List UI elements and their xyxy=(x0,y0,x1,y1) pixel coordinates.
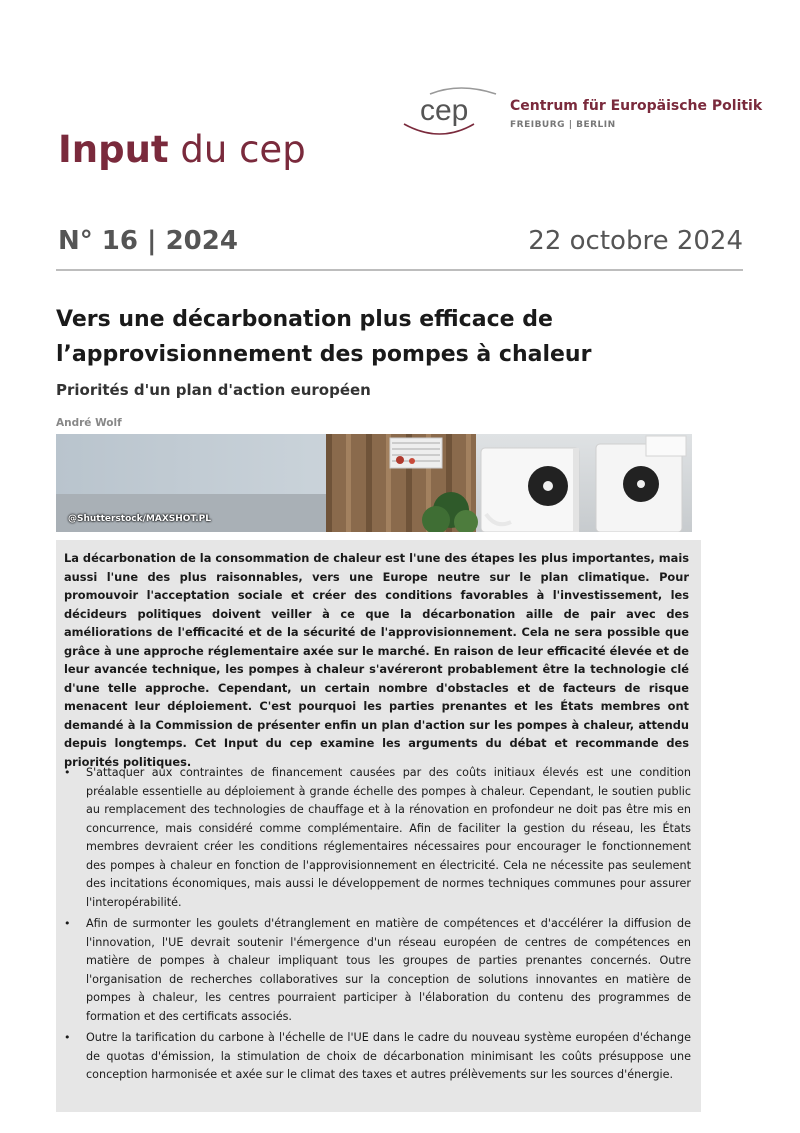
bullet-icon: • xyxy=(64,917,71,930)
key-points-list xyxy=(64,764,691,1088)
cep-logo xyxy=(400,84,763,140)
list-item-text: Outre la tarification du carbone à l'échelle de l'UE dans le cadre du nouveau système européen d'échange de quotas d'émission, la stimulation de choix de décarbonation minimisant les coûts présuppose une conception harmonisée et axée sur le climat des taxes et autres prélèvements sur les sources d'énergie. xyxy=(86,1031,691,1081)
list-item-text: Afin de surmonter les goulets d'étranglement en matière de compétences et d'accélérer la diffusion de l'innovation, l'UE devrait soutenir l'émergence d'un réseau européen de centres de compétences en matière de pompes à chaleur impliquant tous les groupes de parties prenantes concernés. Outre l'organisation de recherches collaboratives sur la conception de solutions innovantes en matière de pompes à chaleur, les centres pourraient participer à l'élaboration du contenu des programmes de formation et des certificats associés. xyxy=(86,917,691,1023)
bullet-icon: • xyxy=(64,1031,71,1044)
list-item-text: S'attaquer aux contraintes de financement causées par des coûts initiaux élevés est une condition préalable essentielle au déploiement à grande échelle des pompes à chaleur. Cependant, le soutien public au remplacement des technologies de chauffage et à la rénovation en profondeur ne doit pas être mis en concurrence, mais considéré comme complémentaire. Afin de faciliter la gestion du réseau, les États membres devraient créer les conditions réglementaires nécessaires pour encourager le fonctionnement des pompes à chaleur en fonction de l'approvisionnement en électricité. Cela ne nécessite pas seulement des incitations économiques, mais aussi le développement de normes techniques communes pour assurer l'interopérabilité. xyxy=(86,766,691,909)
series-suffix: du cep xyxy=(180,128,306,171)
list-item xyxy=(64,764,691,912)
abstract: La décarbonation de la consommation de chaleur est l'une des étapes les plus importantes, mais aussi l'une des plus raisonnables, vers une Europe neutre sur le plan climatique. Pour promouvoir l'acceptation sociale et créer des conditions favorables à l'investissement, les décideurs politiques doivent veiller à ce que la décarbonation aille de pair avec des améliorations de l'efficacité et de la sécurité de l'approvisionnement. Cela ne sera possible que grâce à une approche réglementaire axée sur le marché. En raison de leur efficacité élevée et de leur avancée technique, les pompes à chaleur s'avéreront probablement être la technologie clé d'une telle approche. Cependant, un certain nombre d'obstacles et de facteurs de risque menacent leur déploiement. C'est pourquoi les parties prenantes et les États membres ont demandé à la Commission de présenter enfin un plan d'action sur les pompes à chaleur, attendu depuis longtemps. Cet Input du cep examine les arguments du débat et recommande des priorités politiques. xyxy=(64,551,689,769)
summary-panel xyxy=(56,540,701,1112)
list-item xyxy=(64,915,691,1026)
series-title xyxy=(58,128,306,171)
list-item xyxy=(64,1029,691,1085)
author: André Wolf xyxy=(56,417,122,429)
logo-mark-text: cep xyxy=(420,94,469,127)
document-title: Vers une décarbonation plus efficace de l’approvisionnement des pompes à chaleur xyxy=(56,307,592,367)
issue-number: N° 16 | 2024 xyxy=(58,226,238,256)
document-subtitle: Priorités d'un plan d'action européen xyxy=(56,381,371,399)
cep-logo-mark xyxy=(400,84,510,140)
series-prefix: Input xyxy=(58,128,169,171)
photo-credit: @Shutterstock/MAXSHOT.PL xyxy=(68,514,211,524)
logo-organization-name: Centrum für Europäische Politik xyxy=(510,98,763,114)
bullet-icon: • xyxy=(64,766,71,779)
logo-cities: FREIBURG | BERLIN xyxy=(510,120,616,130)
cover-photo xyxy=(56,434,692,532)
publication-date: 22 octobre 2024 xyxy=(528,226,743,256)
header-divider xyxy=(56,269,743,271)
